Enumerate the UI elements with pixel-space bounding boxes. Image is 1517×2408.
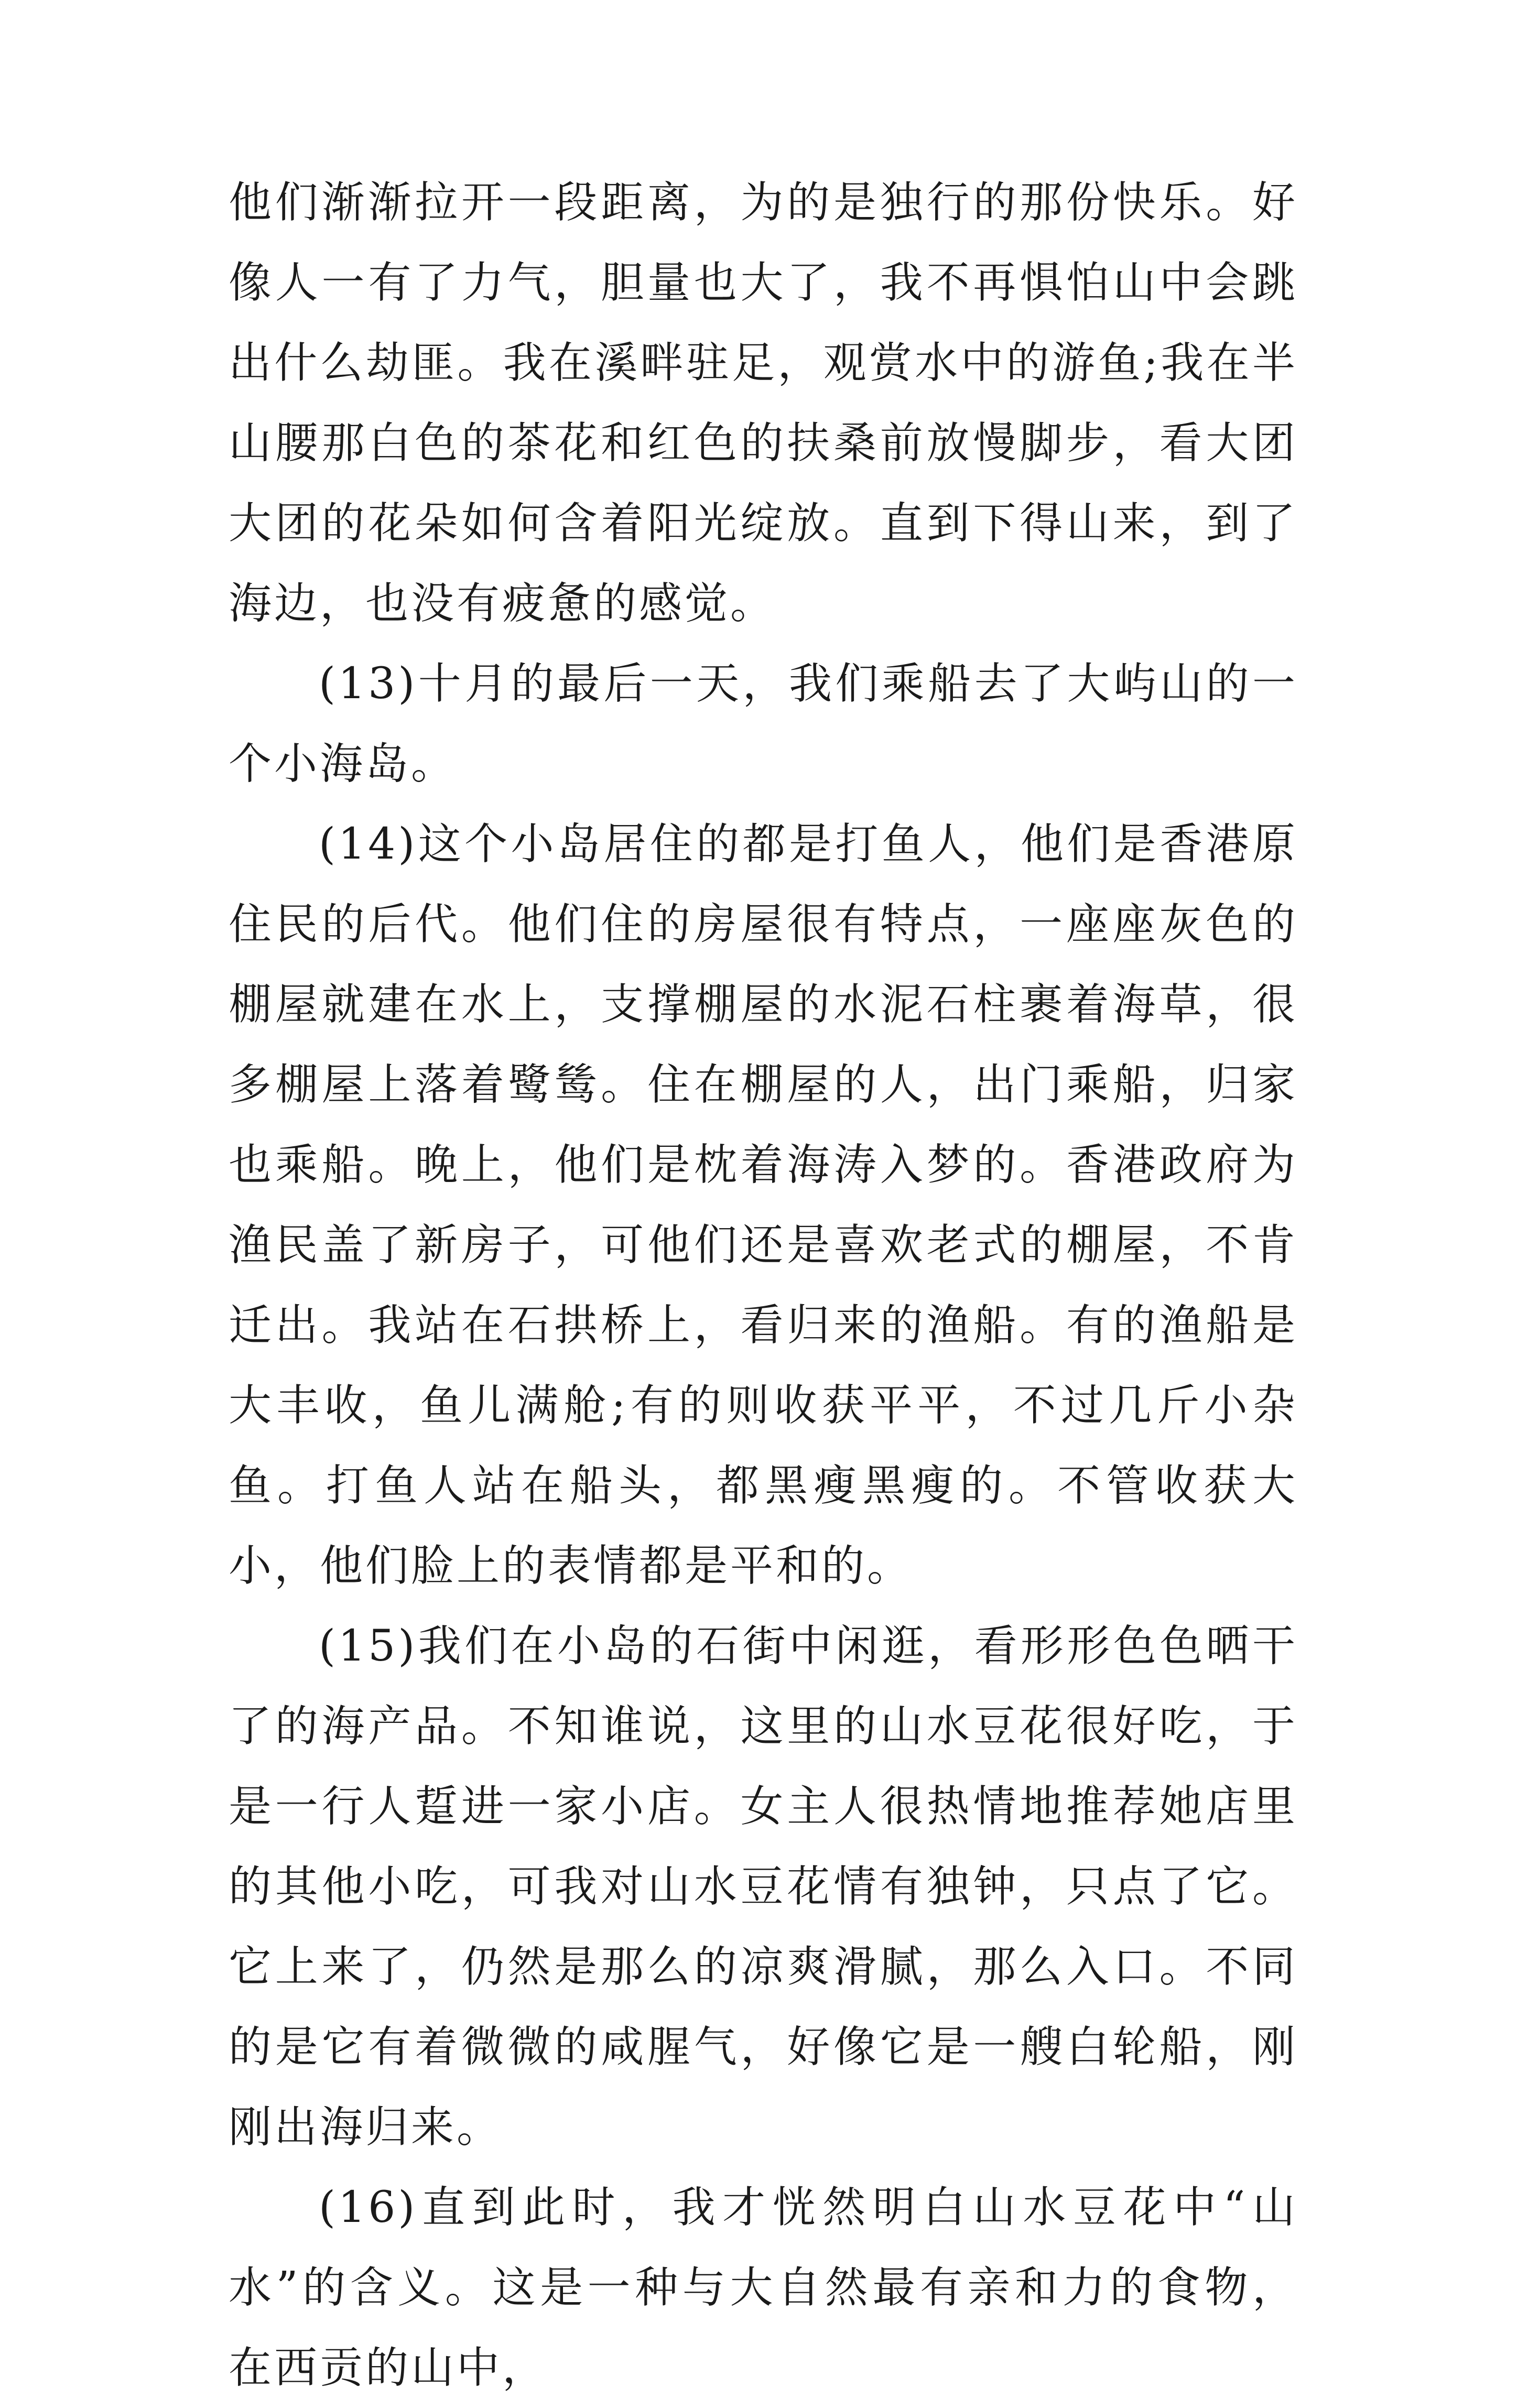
paragraph-16: (16)直到此时，我才恍然明白山水豆花中“山水”的含义。这是一种与大自然最有亲和力的食物，在西贡的山中， bbox=[229, 2183, 1298, 2393]
paragraph-13: (13)十月的最后一天，我们乘船去了大屿山的一个小海岛。 bbox=[229, 659, 1298, 789]
paragraph-12-continued: 他们渐渐拉开一段距离，为的是独行的那份快乐。好像人一有了力气，胆量也大了，我不再惧怕山中会跳出什么劫匪。我在溪畔驻足，观赏水中的游鱼;我在半山腰那白色的茶花和红色的扶桑前放慢脚步，看大团大团的花朵如何含着阳光绽放。直到下得山来，到了海边，也没有疲惫的感觉。 bbox=[229, 178, 1298, 628]
body-text bbox=[229, 162, 1298, 2408]
paragraph-15: (15)我们在小岛的石街中闲逛，看形形色色晒干了的海产品。不知谁说，这里的山水豆花很好吃，于是一行人踅进一家小店。女主人很热情地推荐她店里的其他小吃，可我对山水豆花情有独钟，只点了它。它上来了，仍然是那么的凉爽滑腻，那么入口。不同的是它有着微微的咸腥气，好像它是一艘白轮船，刚刚出海归来。 bbox=[229, 1621, 1298, 2152]
paragraph-14: (14)这个小岛居住的都是打鱼人，他们是香港原住民的后代。他们住的房屋很有特点，一座座灰色的棚屋就建在水上，支撑棚屋的水泥石柱裹着海草，很多棚屋上落着鹭鸶。住在棚屋的人，出门乘船，归家也乘船。晚上，他们是枕着海涛入梦的。香港政府为渔民盖了新房子，可他们还是喜欢老式的棚屋，不肯迁出。我站在石拱桥上，看归来的渔船。有的渔船是大丰收，鱼儿满舱;有的则收获平平，不过几斤小杂鱼。打鱼人站在船头，都黑瘦黑瘦的。不管收获大小，他们脸上的表情都是平和的。 bbox=[229, 819, 1298, 1591]
